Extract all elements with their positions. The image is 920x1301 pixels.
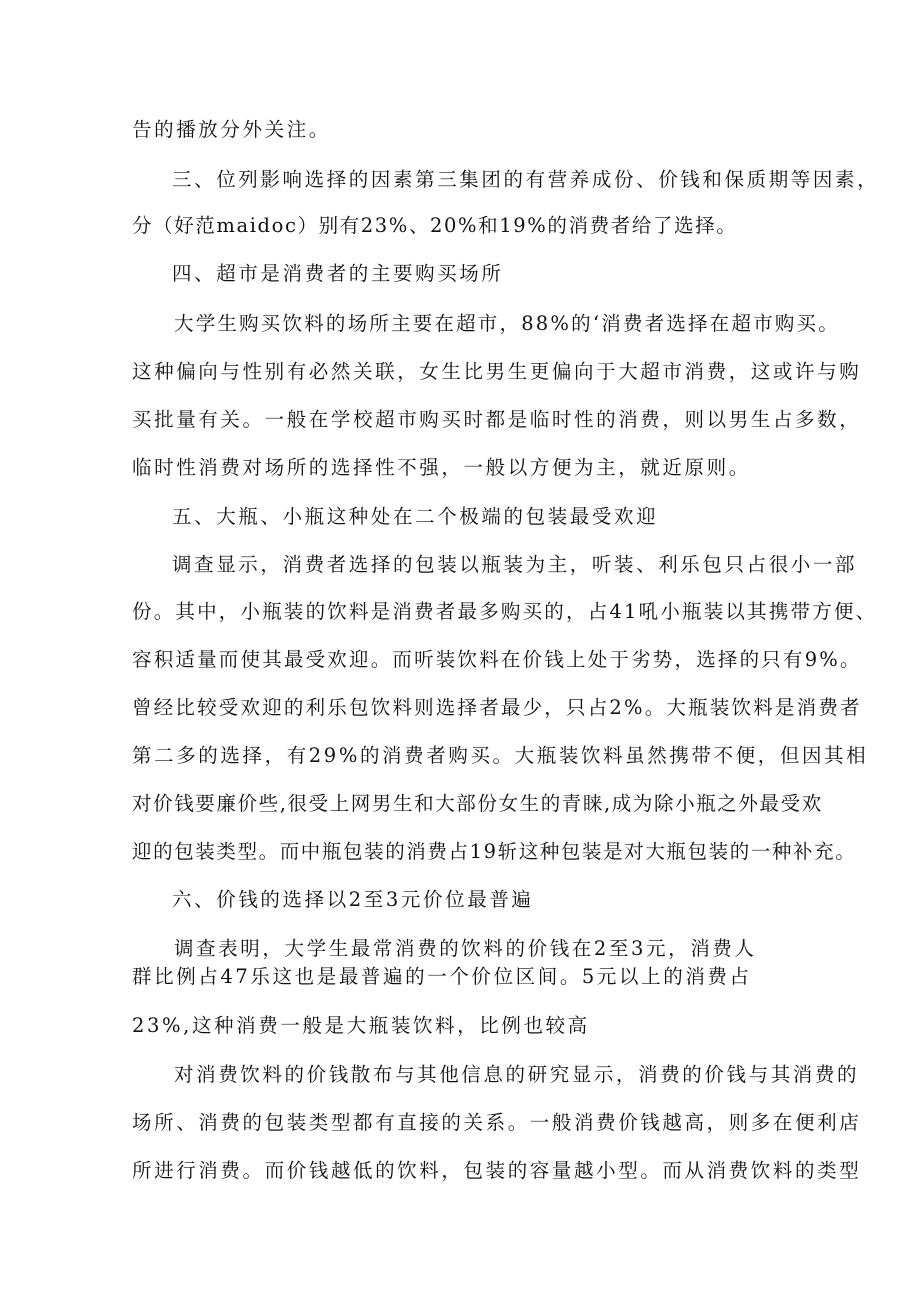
section-heading-4: 四、超市是消费者的主要购买场所 xyxy=(172,262,504,285)
text-line-23: 所进行消费。而价钱越低的饮料，包装的容量越小型。而从消费饮料的类型 xyxy=(132,1159,862,1182)
text-line-18: 调查表明，大学生最常消费的饮料的价钱在2至3元，消费人 xyxy=(174,937,757,960)
text-line-19: 群比例占47乐这也是最普遍的一个价位区间。5元以上的消费占 xyxy=(132,965,752,988)
section-heading-6: 六、价钱的选择以2至3元价位最普遍 xyxy=(172,888,534,911)
text-line-2: 三、位列影响选择的因素第三集团的有营养成份、价钱和保质期等因素， xyxy=(172,168,880,191)
text-line-10: 调查显示，消费者选择的包装以瓶装为主，听装、利乐包只占很小一部 xyxy=(172,553,858,576)
text-line-21: 对消费饮料的价钱散布与其他信息的研究显示，消费的价钱与其消费的 xyxy=(174,1063,860,1086)
text-line-1: 告的播放分外关注。 xyxy=(132,118,331,141)
text-line-7: 买批量有关。一般在学校超市购买时都是临时性的消费，则以男生占多数， xyxy=(132,408,862,431)
text-line-15: 对价钱要廉价些,很受上网男生和大部份女生的青睐,成为除小瓶之外最受欢 xyxy=(132,792,823,815)
section-heading-5: 五、大瓶、小瓶这种处在二个极端的包装最受欢迎 xyxy=(172,505,659,528)
text-line-22: 场所、消费的包装类型都有直接的关系。一般消费价钱越高，则多在便利店 xyxy=(132,1111,862,1134)
text-line-6: 这种偏向与性别有必然关联，女生比男生更偏向于大超市消费，这或许与购 xyxy=(132,360,862,383)
text-line-11: 份。其中，小瓶装的饮料是消费者最多购买的，占41吼小瓶装以其携带方便、 xyxy=(132,600,878,623)
text-line-14: 第二多的选择，有29%的消费者购买。大瓶装饮料虽然携带不便，但因其相 xyxy=(132,744,869,767)
text-line-8: 临时性消费对场所的选择性不强，一般以方便为主，就近原则。 xyxy=(132,456,751,479)
text-line-3: 分（好范maidoc）别有23%、20%和19%的消费者给了选择。 xyxy=(132,214,738,237)
text-line-13: 曾经比较受欢迎的利乐包饮料则选择者最少，只占2%。大瓶装饮料是消费者 xyxy=(132,696,862,719)
text-line-20: 23%,这种消费一般是大瓶装饮料，比例也较高 xyxy=(132,1014,590,1037)
text-line-12: 容积适量而使其最受欢迎。而听装饮料在价钱上处于劣势，选择的只有9%。 xyxy=(132,648,862,671)
text-line-5: 大学生购买饮料的场所主要在超市，88%的‘消费者选择在超市购买。 xyxy=(174,312,840,335)
text-line-16: 迎的包装类型。而中瓶包装的消费占19斩这种包装是对大瓶包装的一种补充。 xyxy=(132,840,857,863)
